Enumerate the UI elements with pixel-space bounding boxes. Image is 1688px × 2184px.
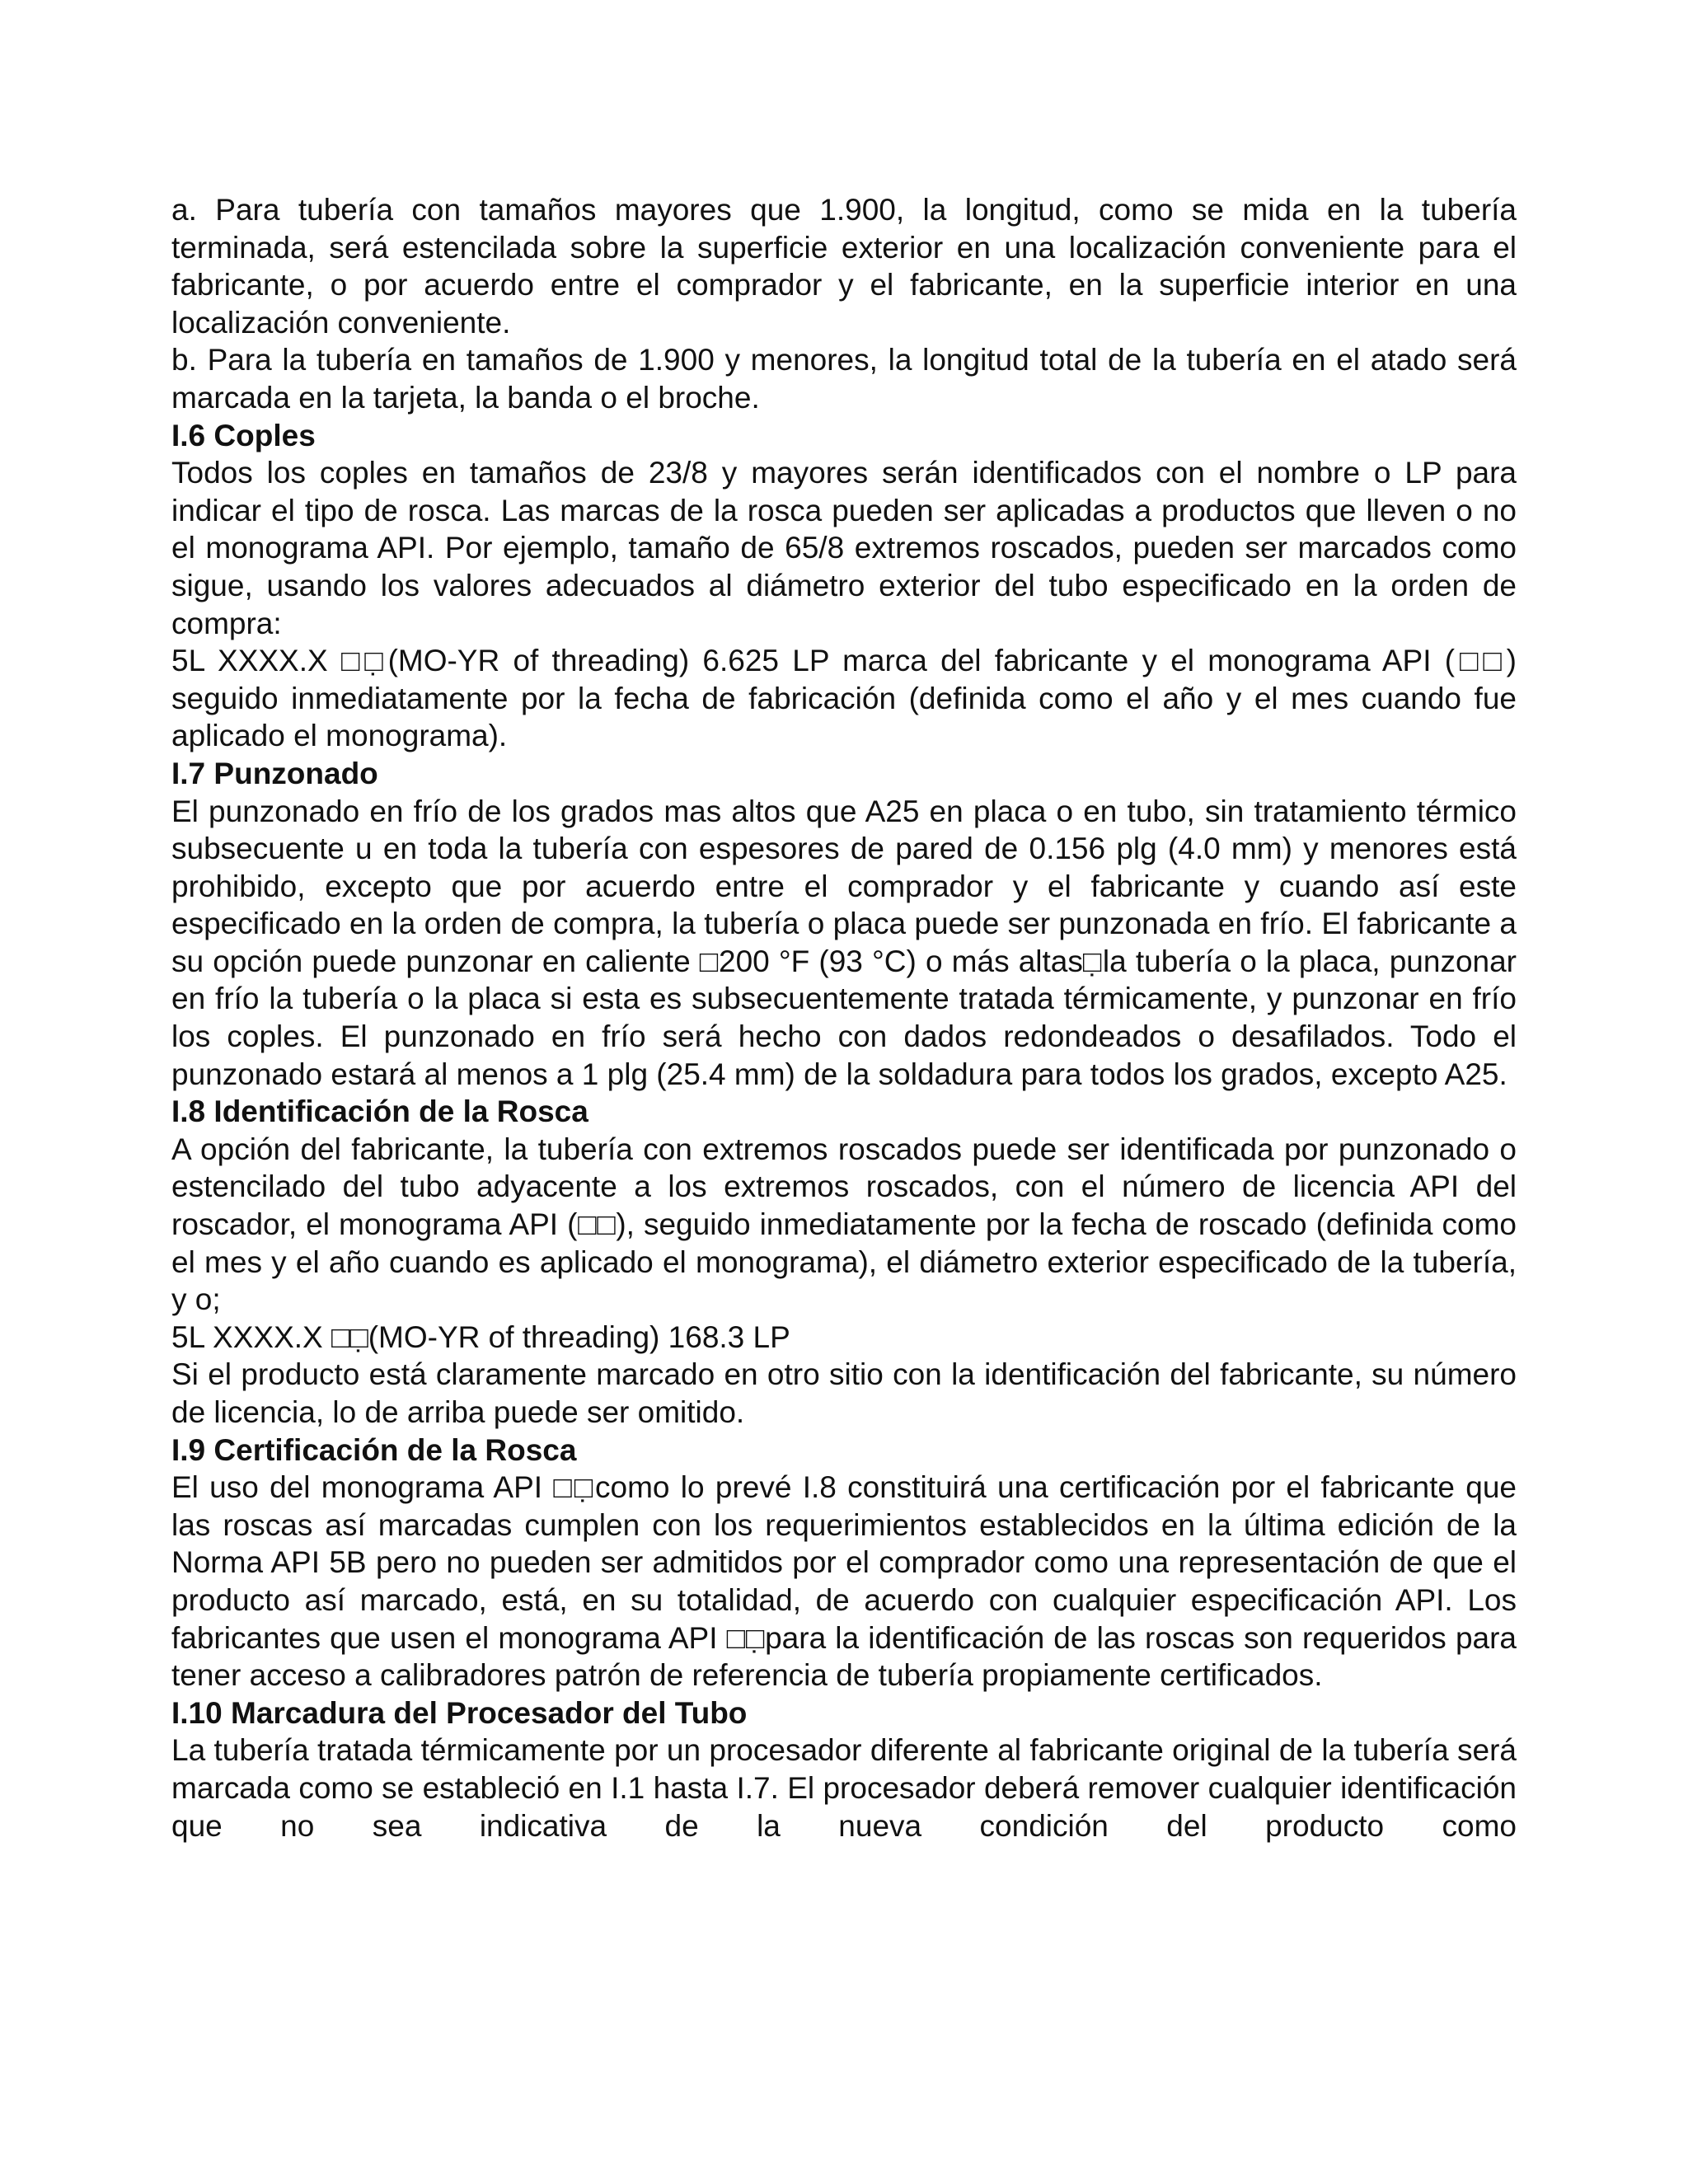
heading-i10: I.10 Marcadura del Procesador del Tubo xyxy=(171,1695,748,1730)
paragraph-i6-body: Todos los coples en tamaños de 23/8 y mayores serán identificados con el nombre o LP para indicar el tipo de rosca. Las marcas de la rosca pueden ser aplicadas a productos que lleven o no el monograma API. Por ejemplo, tamaño de 65/8 extremos roscados, pueden ser marcados como sigue, usando los valores adecuados al diámetro exterior del tubo especificado en la orden de compra: xyxy=(171,456,1517,640)
heading-i6: I.6 Coples xyxy=(171,418,316,452)
heading-i9: I.9 Certificación de la Rosca xyxy=(171,1432,577,1467)
paragraph-i9-body: El uso del monograma API □□̣como lo prevé I.8 constituirá una certificación por el fabricante que las roscas así marcadas cumplen con los requerimientos establecidos en la última edición de la Norma API 5B pero no pueden ser admitidos por el comprador como una representación de que el producto así marcado, está, en su totalidad, de acuerdo con cualquier especificación API. Los fabricantes que usen el monograma API □□̣para la identificación de las roscas son requeridos para tener acceso a calibradores patrón de referencia de tubería propiamente certificados. xyxy=(171,1470,1517,1693)
document-page xyxy=(171,191,1517,1844)
heading-i7: I.7 Punzonado xyxy=(171,756,378,790)
paragraph-i6-marking: 5L XXXX.X □□̣(MO-YR of threading) 6.625 LP marca del fabricante y el monograma API (□□) seguido inmediatamente por la fecha de fabricación (definida como el año y el mes cuando fue aplicado el monograma). xyxy=(171,644,1517,753)
paragraph-i8-body: A opción del fabricante, la tubería con extremos roscados puede ser identificada por punzonado o estencilado del tubo adyacente a los extremos roscados, con el número de licencia API del roscador, el monograma API (□□), seguido inmediatamente por la fecha de roscado (definida como el mes y el año cuando es aplicado el monograma), el diámetro exterior especificado de la tubería, y o; xyxy=(171,1132,1517,1317)
paragraph-b: b. Para la tubería en tamaños de 1.900 y menores, la longitud total de la tubería en el atado será marcada en la tarjeta, la banda o el broche. xyxy=(171,343,1517,415)
heading-i8: I.8 Identificación de la Rosca xyxy=(171,1094,588,1129)
paragraph-a: a. Para tubería con tamaños mayores que 1.900, la longitud, como se mida en la tubería terminada, será estencilada sobre la superficie exterior en una localización conveniente para el fabricante, o por acuerdo entre el comprador y el fabricante, en la superficie interior en una localización conveniente. xyxy=(171,193,1517,340)
paragraph-i8-note: Si el producto está claramente marcado en otro sitio con la identificación del fabricante, su número de licencia, lo de arriba puede ser omitido. xyxy=(171,1357,1517,1429)
paragraph-i7-body: El punzonado en frío de los grados mas altos que A25 en placa o en tubo, sin tratamiento térmico subsecuente u en toda la tubería con espesores de pared de 0.156 plg (4.0 mm) y menores está prohibido, excepto que por acuerdo entre el comprador y el fabricante y cuando así este especificado en la orden de compra, la tubería o placa puede ser punzonada en frío. El fabricante a su opción puede punzonar en caliente □200 °F (93 °C) o más altas□̣la tubería o la placa, punzonar en frío la tubería o la placa si esta es subsecuentemente tratada térmicamente, y punzonar en frío los coples. El punzonado en frío será hecho con dados redondeados o desafilados. Todo el punzonado estará al menos a 1 plg (25.4 mm) de la soldadura para todos los grados, excepto A25. xyxy=(171,794,1517,1091)
paragraph-i8-marking: 5L XXXX.X □□̣(MO-YR of threading) 168.3 LP xyxy=(171,1319,790,1354)
paragraph-i10-body: La tubería tratada térmicamente por un procesador diferente al fabricante original de la tubería será marcada como se estableció en I.1 hasta I.7. El procesador deberá remover cualquier identificación que no sea indicativa de la nueva condición del producto como xyxy=(171,1733,1517,1843)
